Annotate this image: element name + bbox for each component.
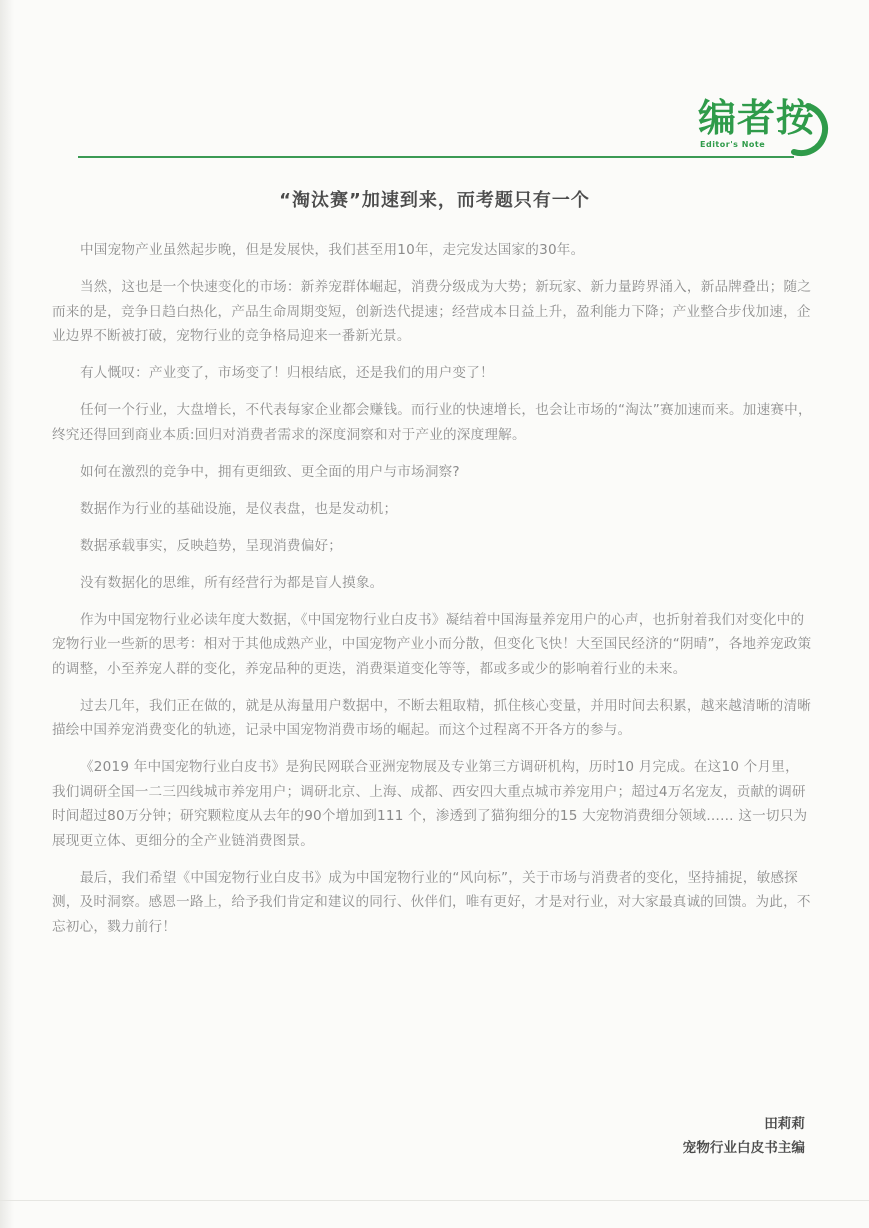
paragraph: 有人慨叹：产业变了，市场变了！归根结底，还是我们的用户变了！ bbox=[80, 365, 494, 381]
page-edge-shadow bbox=[0, 0, 14, 1228]
page-headline: “淘汰赛”加速到来，而考题只有一个 bbox=[279, 190, 590, 211]
paragraph: 作为中国宠物行业必读年度大数据，《中国宠物行业白皮书》凝结着中国海量养宠用户的心声，也折射着我们对变化中的宠物行业一些新的思考：相对于其他成熟产业，中国宠物产业小而分散，但变化飞快！大至国民经济的“阴晴”，各地养宠政策的调整，小至养宠人群的变化，养宠品种的更迭，消费渠道变化等等，都或多或少的影响着行业的未来。 bbox=[52, 611, 812, 677]
paragraph: 任何一个行业，大盘增长，不代表每家企业都会赚钱。而行业的快速增长，也会让市场的“淘汰”赛加速而来。加速赛中，终究还得回到商业本质:回归对消费者需求的深度洞察和对于产业的深度理解。 bbox=[52, 402, 812, 443]
paragraph: 最后，我们希望《中国宠物行业白皮书》成为中国宠物行业的“风向标”，关于市场与消费者的变化，坚持捕捉，敏感探测，及时洞察。感恩一路上，给予我们肯定和建议的同行、伙伴们，唯有更好，才是对行业，对大家最真诚的回馈。为此，不忘初心，戮力前行！ bbox=[52, 869, 811, 935]
paragraph: 当然，这也是一个快速变化的市场：新养宠群体崛起，消费分级成为大势；新玩家、新力量跨界涌入，新品牌叠出；随之而来的是，竞争日趋白热化，产品生命周期变短，创新迭代提速；经营成本日益上升，盈利能力下降；产业整合步伐加速，企业边界不断被打破，宠物行业的竞争格局迎来一番新光景。 bbox=[52, 279, 812, 344]
paragraph: 数据承载事实，反映趋势，呈现消费偏好； bbox=[80, 537, 343, 554]
paragraph: 如何在激烈的竞争中，拥有更细致、更全面的用户与市场洞察? bbox=[80, 463, 460, 480]
signature-name: 田莉莉 bbox=[764, 1116, 805, 1132]
page-bottom-edge bbox=[0, 1200, 869, 1201]
paragraph: 《2019 年中国宠物行业白皮书》是狗民网联合亚洲宠物展及专业第三方调研机构，历时10 月完成。在这10 个月里，我们调研全国一二三四线城市养宠用户；调研北京、上海、成都、西安四大重点城市养宠用户；超过4万名宠友，贡献的调研时间超过80万分钟；研究颗粒度从去年的90个增加到111 个，渗透到了猫狗细分的15 大宠物消费细分领域…… 这一切只为展现更立体、更细分的全产业链消费图景。 bbox=[52, 759, 808, 849]
signature-title: 宠物行业白皮书主编 bbox=[682, 1140, 805, 1156]
header-divider bbox=[78, 156, 794, 158]
paragraph: 数据作为行业的基础设施，是仪表盘，也是发动机； bbox=[80, 500, 398, 517]
logo-subtitle: Editor's Note bbox=[700, 140, 766, 149]
body-text bbox=[52, 238, 812, 952]
paragraph: 中国宠物产业虽然起步晚，但是发展快，我们甚至用10年，走完发达国家的30年。 bbox=[80, 242, 585, 258]
signature-block bbox=[683, 1112, 805, 1160]
logo-title: 编者按 bbox=[698, 96, 816, 140]
paragraph: 没有数据化的思维，所有经营行为都是盲人摸象。 bbox=[80, 574, 384, 591]
paragraph: 过去几年，我们正在做的，就是从海量用户数据中，不断去粗取精，抓住核心变量，并用时间去积累，越来越清晰的清晰描绘中国养宠消费变化的轨迹，记录中国宠物消费市场的崛起。而这个过程离不开各方的参与。 bbox=[52, 697, 812, 738]
editors-note-logo bbox=[690, 92, 840, 162]
